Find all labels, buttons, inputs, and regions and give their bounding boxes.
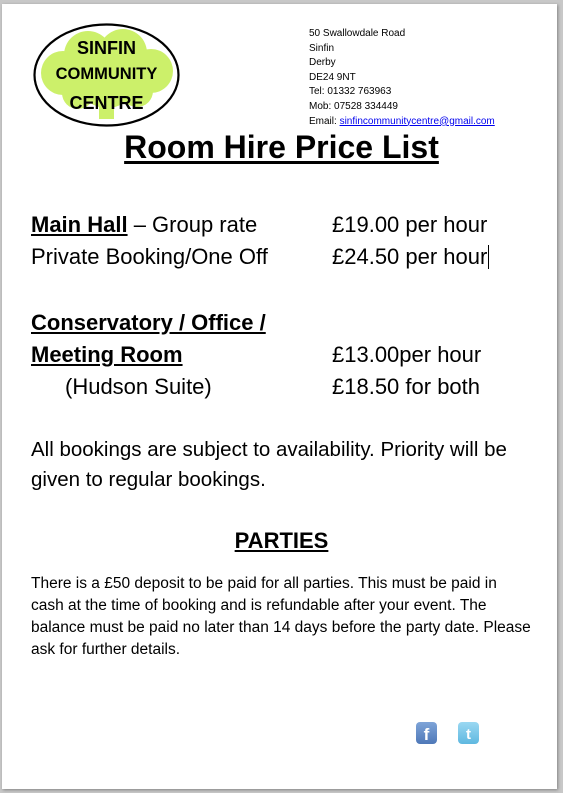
hudson-suite-price: £18.50 for both <box>332 374 481 399</box>
private-booking-price-row <box>332 244 489 270</box>
svg-text:t: t <box>466 726 471 743</box>
logo-line-3: CENTRE <box>69 93 144 113</box>
sinfin-logo <box>33 23 180 127</box>
private-booking-label: Private Booking/One Off <box>31 244 268 269</box>
email-label: Email: <box>309 115 340 127</box>
address-block <box>309 27 495 129</box>
address-street: 50 Swallowdale Road <box>309 28 406 39</box>
availability-notice: All bookings are subject to availability. Priority will be given to regular bookings. <box>31 438 507 491</box>
group-rate-price: £19.00 per hour <box>332 212 488 237</box>
address-city: Derby <box>309 57 336 69</box>
address-postcode: DE24 9NT <box>309 71 356 83</box>
logo-line-1: SINFIN <box>76 38 137 58</box>
parties-heading: PARTIES <box>234 528 329 553</box>
group-rate-label: – Group rate <box>127 212 258 237</box>
parties-description: There is a £50 deposit to be paid for all parties. This must be paid in cash at the time of booking and is refundable after your event. The balance must be paid no later than 14 days before the party date. Please ask for further details. <box>31 575 531 658</box>
text-cursor <box>488 245 489 269</box>
conservatory-heading: Conservatory / Office / <box>31 310 266 335</box>
private-booking-price: £24.50 per hour <box>332 244 488 269</box>
email-link[interactable]: sinfincommunitycentre@gmail.com <box>339 115 495 127</box>
address-email-row <box>309 115 495 130</box>
address-mob: Mob: 07528 334449 <box>309 100 398 112</box>
page-title: Room Hire Price List <box>124 129 439 165</box>
main-hall-row <box>31 212 257 238</box>
meeting-room-heading: Meeting Room <box>31 342 183 367</box>
facebook-icon[interactable] <box>416 722 437 744</box>
meeting-room-price: £13.00per hour <box>332 342 482 367</box>
main-hall-heading: Main Hall <box>31 212 128 237</box>
address-area: Sinfin <box>309 42 335 54</box>
hudson-suite-label: (Hudson Suite) <box>65 374 212 399</box>
logo-graphic <box>33 23 180 127</box>
logo-line-2: COMMUNITY <box>55 65 158 83</box>
svg-text:f: f <box>423 725 430 744</box>
address-tel: Tel: 01332 763963 <box>309 86 392 98</box>
twitter-icon[interactable] <box>458 722 479 744</box>
